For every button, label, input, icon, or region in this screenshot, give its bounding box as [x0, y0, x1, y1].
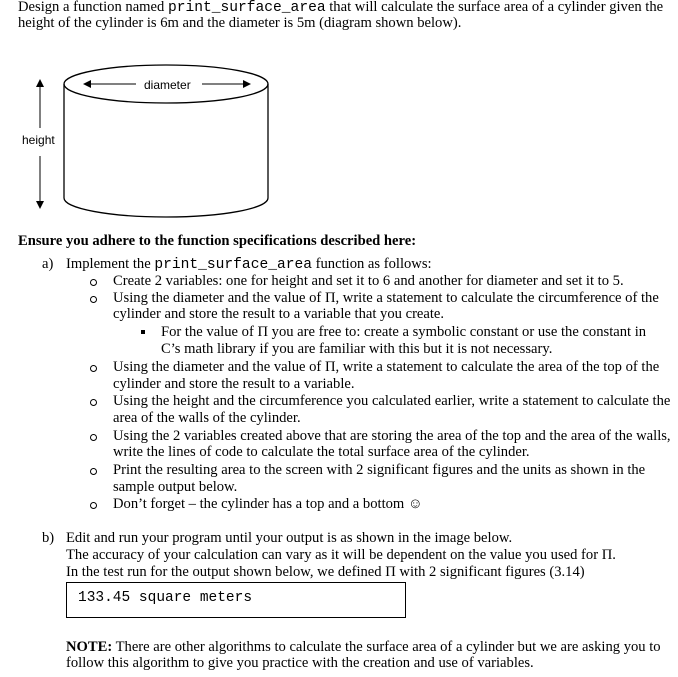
intro-line-2: height of the cylinder is 6m and the diameter is 5m (diagram shown below).	[18, 15, 462, 31]
note-line-1	[66, 639, 661, 655]
spec-heading: Ensure you adhere to the function specifications described here:	[18, 233, 417, 249]
sample-output-text: 133.45 square meters	[78, 590, 253, 606]
cylinder-bottom-arc	[64, 198, 268, 217]
list-item: sample output below.	[113, 479, 238, 495]
circle-bullet-icon	[90, 399, 97, 406]
list-item: Using the height and the circumference you calculated earlier, write a statement to calculate the	[113, 393, 671, 409]
part-b-line: Edit and run your program until your output is as shown in the image below.	[66, 530, 513, 546]
part-b-line: The accuracy of your calculation can vary as it will be dependent on the value you used for Π.	[66, 547, 616, 563]
list-item: cylinder and store the result to a variable.	[113, 376, 355, 392]
circle-bullet-icon	[90, 502, 97, 509]
list-item: Using the 2 variables created above that are storing the area of the top and the area of the walls,	[113, 428, 671, 444]
part-a-marker: a)	[42, 256, 54, 272]
function-name-code: print_surface_area	[167, 0, 326, 16]
list-item: write the lines of code to calculate the total surface area of the cylinder.	[113, 444, 530, 460]
sub-list-item: For the value of Π you are free to: create a symbolic constant or use the constant in	[161, 324, 647, 340]
circle-bullet-icon	[90, 434, 97, 441]
part-b-line: In the test run for the output shown below, we defined Π with 2 significant figures (3.14)	[66, 564, 585, 580]
part-a-text	[66, 256, 432, 273]
sample-output-box	[66, 582, 406, 618]
circle-bullet-icon	[90, 468, 97, 475]
note-text: There are other algorithms to calculate the surface area of a cylinder but we are asking you to	[112, 639, 661, 655]
function-name-code: print_surface_area	[154, 257, 312, 273]
list-item: cylinder and store the result to a variable that you create.	[113, 306, 445, 322]
note-line-2: follow this algorithm to give you practice with the creation and use of variables.	[66, 655, 534, 671]
square-bullet-icon	[141, 330, 145, 334]
intro-text: Design a function named	[18, 0, 168, 15]
list-item: Create 2 variables: one for height and set it to 6 and another for diameter and set it to 5.	[113, 273, 624, 289]
list-item: area of the walls of the cylinder.	[113, 410, 301, 426]
intro-text: that will calculate the surface area of a cylinder given the	[325, 0, 664, 15]
circle-bullet-icon	[90, 296, 97, 303]
circle-bullet-icon	[90, 365, 97, 372]
cylinder-diagram	[0, 0, 678, 230]
diameter-label: diameter	[144, 78, 191, 92]
part-a-text-post: function as follows:	[312, 256, 432, 272]
list-item: Using the diameter and the value of Π, write a statement to calculate the area of the top of the	[113, 359, 660, 375]
note-label: NOTE:	[66, 639, 113, 655]
list-item: Using the diameter and the value of Π, write a statement to calculate the circumference of the	[113, 290, 659, 306]
list-item: Print the resulting area to the screen with 2 significant figures and the units as shown in the	[113, 462, 646, 478]
height-label: height	[22, 133, 55, 147]
circle-bullet-icon	[90, 279, 97, 286]
part-b-marker: b)	[42, 530, 55, 546]
list-item: Don’t forget – the cylinder has a top and a bottom ☺	[113, 496, 423, 512]
part-a-text-pre: Implement the	[66, 256, 155, 272]
sub-list-item: C’s math library if you are familiar with this but it is not necessary.	[161, 341, 553, 357]
